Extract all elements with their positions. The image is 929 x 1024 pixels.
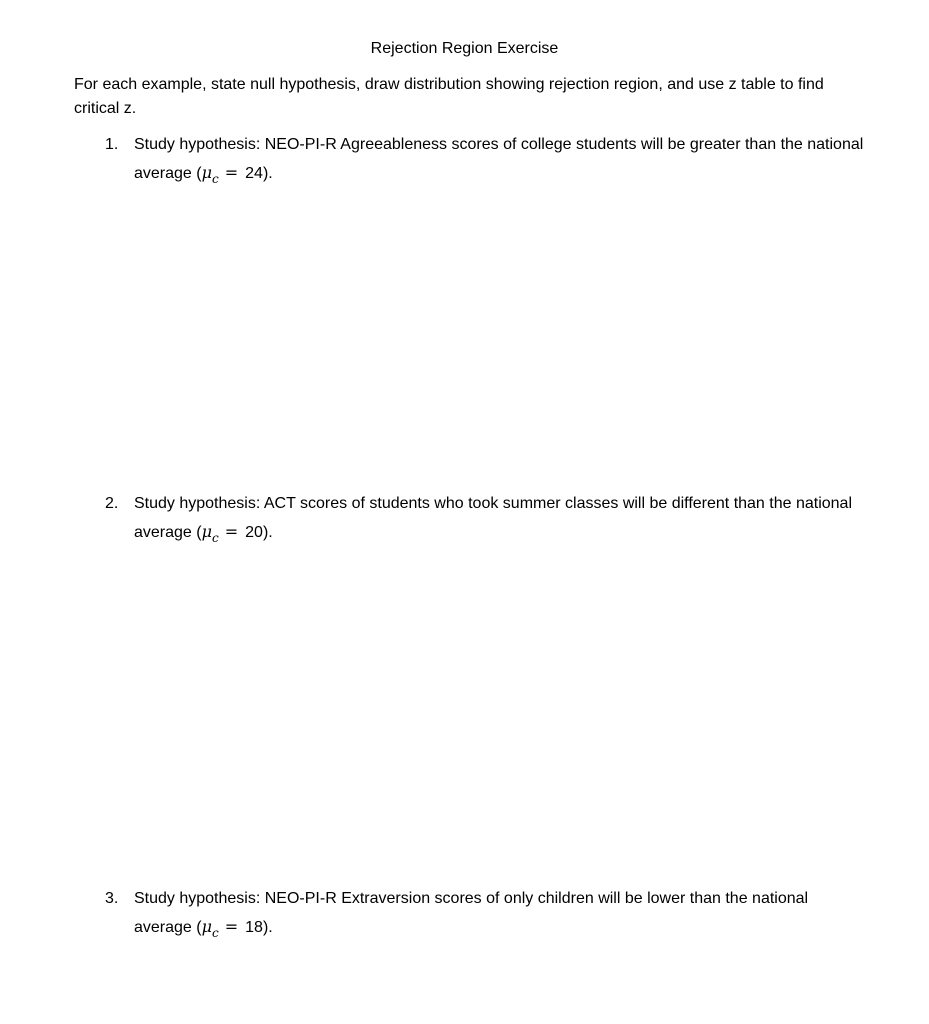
question-text xyxy=(134,490,864,552)
question-number: 2. xyxy=(105,495,119,512)
equals-sign: = xyxy=(224,163,239,182)
mu-subscript: c xyxy=(212,926,219,940)
mu-subscript: c xyxy=(212,531,219,545)
question-statement: Study hypothesis: NEO-PI-R Agreeableness scores of college students will be greater than the national average ( xyxy=(134,136,864,182)
instructions-paragraph: For each example, state null hypothesis, draw distribution showing rejection region, and use z table to find critical z. xyxy=(74,76,824,117)
population-mean-value: 20 xyxy=(245,524,263,541)
equals-sign: = xyxy=(224,917,239,936)
document-title: Rejection Region Exercise xyxy=(370,40,559,57)
population-mean-value: 18 xyxy=(245,919,263,936)
mu-subscript: c xyxy=(212,172,219,186)
equals-sign: = xyxy=(224,522,239,541)
question-text xyxy=(134,885,864,947)
closing-punctuation: ). xyxy=(262,524,273,541)
closing-punctuation: ). xyxy=(262,165,273,182)
mu-symbol: μ xyxy=(201,163,212,182)
mu-symbol: μ xyxy=(201,917,212,936)
mu-symbol: μ xyxy=(201,522,212,541)
question-number: 1. xyxy=(105,136,119,153)
closing-punctuation: ). xyxy=(262,919,273,936)
question-text xyxy=(134,131,864,193)
question-statement: Study hypothesis: ACT scores of students who took summer classes will be different than the national average ( xyxy=(134,495,853,541)
question-number: 3. xyxy=(105,890,119,907)
question-statement: Study hypothesis: NEO-PI-R Extraversion scores of only children will be lower than the national average ( xyxy=(134,890,809,936)
population-mean-value: 24 xyxy=(245,165,263,182)
